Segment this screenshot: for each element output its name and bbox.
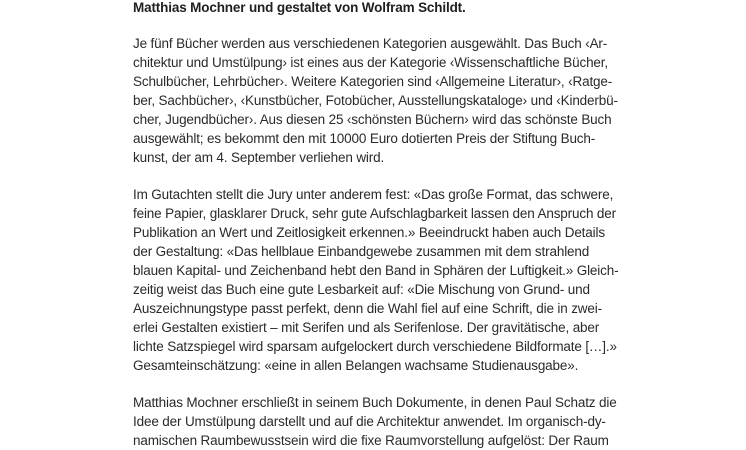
document-line: der Gestaltung: «Das hellblaue Einbandgewebe zusammen mit dem strahlend	[133, 244, 590, 259]
document-line: lichte Satzspiegel wird sparsam aufgelockert durch verschiedene Bildformate […].»	[133, 339, 617, 354]
document-line: feine Papier, glasklarer Druck, sehr gute Aufschlagbarkeit lassen den Anspruch der	[133, 206, 616, 221]
document-line: Auszeichnungstype passt perfekt, denn die Wahl fiel auf eine Schrift, die in zwei-	[133, 301, 602, 316]
document-line: kunst, der am 4. September verliehen wird.	[133, 150, 385, 165]
document-line: ber, Sachbücher›, ‹Kunstbücher, Fotobücher, Ausstellungskataloge› und ‹Kinderbü-	[133, 93, 618, 108]
document-line: blauen Kapital- und Zeichenband hebt den Band in Sphären der Luftigkeit.» Gleich-	[133, 263, 619, 278]
document-line: namischen Raumbewusstsein wird die fixe Raumvorstellung aufgelöst: Der Raum	[133, 433, 609, 448]
document-line: ausgewählt; es bekommt den mit 10000 Euro dotierten Preis der Stiftung Buch-	[133, 131, 596, 146]
document-line: zeitig weist das Buch eine gute Lesbarkeit auf: «Die Mischung von Grund- und	[133, 282, 590, 297]
document-line: Matthias Mochner erschließt in seinem Buch Dokumente, in denen Paul Schatz die	[133, 395, 617, 410]
document-line: Gesamteinschätzung: «eine in allen Belangen wachsame Studienausgabe».	[133, 358, 579, 373]
document-line: Publikation an Wert und Zeitlosigkeit erkennen.» Beeindruckt haben auch Details	[133, 225, 605, 240]
document-line: Je fünf Bücher werden aus verschiedenen Kategorien ausgewählt. Das Buch ‹Ar-	[133, 36, 608, 51]
document-line: cher, Jugendbücher›. Aus diesen 25 ‹schönsten Büchern› wird das schönste Buch	[133, 112, 612, 127]
document-line: erlei Gestalten existiert – mit Serifen und als Serifenlose. Der gravitätische, aber	[133, 320, 600, 335]
document-line: Schulbücher, Lehrbücher›. Weitere Kategorien sind ‹Allgemeine Literatur›, ‹Ratge-	[133, 74, 613, 89]
document-line: Matthias Mochner und gestaltet von Wolfram Schildt.	[133, 0, 466, 15]
document-page	[133, 0, 619, 448]
document-line: Idee der Umstülpung darstellt und auf die Architektur anwendet. Im organisch-dy-	[133, 414, 606, 429]
document-line: chitektur und Umstülpung› ist eines aus der Kategorie ‹Wissenschaftliche Bücher,	[133, 55, 608, 70]
document-line: Im Gutachten stellt die Jury unter anderem fest: «Das große Format, das schwere,	[133, 187, 614, 202]
